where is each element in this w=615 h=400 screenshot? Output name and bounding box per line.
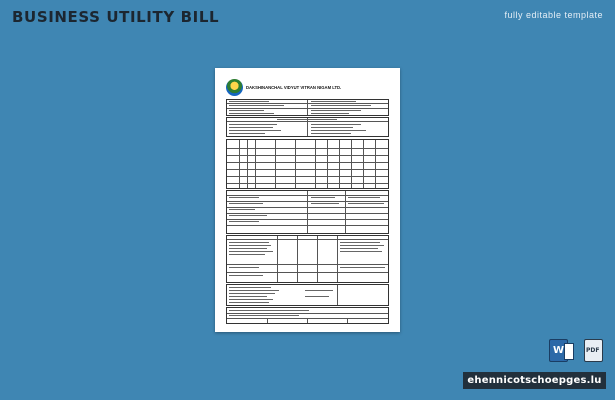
meter-reading-table <box>226 139 389 189</box>
bill-sheet <box>226 99 389 324</box>
payment-history-block <box>226 307 389 324</box>
energy-charges-block <box>226 235 389 283</box>
pdf-format-icon[interactable] <box>584 339 603 362</box>
company-logo-icon <box>226 79 243 96</box>
bill-document-preview <box>215 68 400 332</box>
page-subtitle: fully editable template <box>504 10 603 20</box>
pdf-label: PDF <box>586 347 600 354</box>
charges-summary-block <box>226 190 389 234</box>
customer-details-block <box>226 117 389 137</box>
word-page-icon <box>564 343 574 360</box>
page-title: BUSINESS UTILITY BILL <box>12 8 220 26</box>
word-format-icon[interactable] <box>549 339 568 362</box>
word-letter: W <box>553 345 565 356</box>
watermark-banner: ehennicotschoepges.lu <box>463 372 606 389</box>
subsidy-total-block <box>226 284 389 306</box>
company-name: DAKSHINANCHAL VIDYUT VITRAN NIGAM LTD. <box>246 85 342 90</box>
account-info-block <box>226 99 389 116</box>
